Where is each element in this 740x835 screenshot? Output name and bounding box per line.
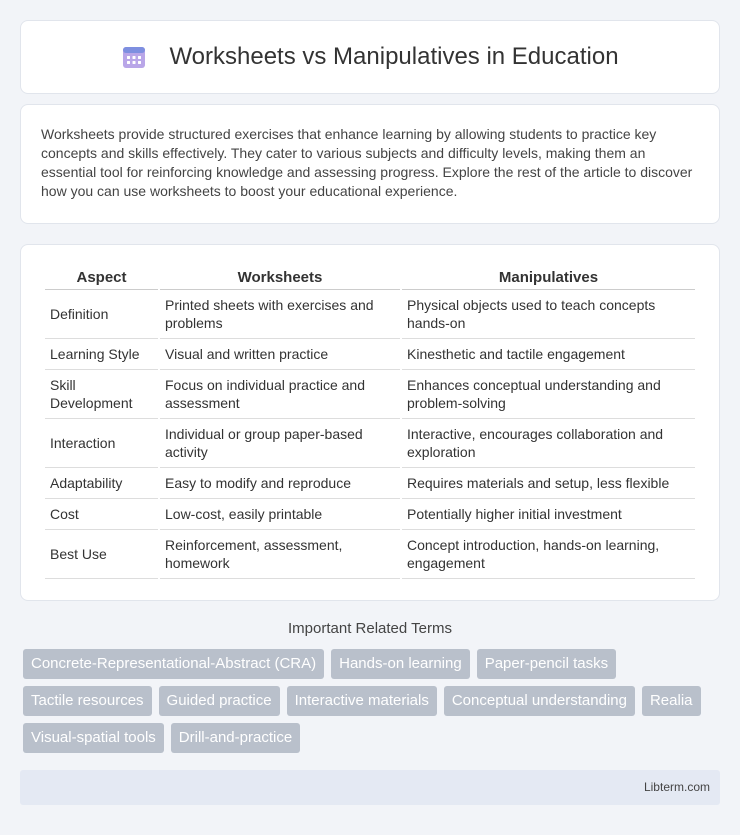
table-cell: Skill Development	[45, 370, 158, 419]
related-term-tag[interactable]: Drill-and-practice	[171, 723, 300, 753]
table-cell: Physical objects used to teach concepts hands-on	[402, 290, 695, 339]
column-header-worksheets: Worksheets	[160, 265, 400, 290]
table-row	[45, 499, 695, 530]
table-cell: Printed sheets with exercises and problems	[160, 290, 400, 339]
table-cell: Focus on individual practice and assessment	[160, 370, 400, 419]
related-terms-section	[20, 620, 720, 753]
related-term-tag[interactable]: Paper-pencil tasks	[477, 649, 616, 679]
table-row	[45, 419, 695, 468]
footer	[20, 770, 720, 805]
calendar-grid-icon	[121, 44, 147, 70]
table-row	[45, 468, 695, 499]
related-term-tag[interactable]: Realia	[642, 686, 701, 716]
related-term-tag[interactable]: Hands-on learning	[331, 649, 470, 679]
table-cell: Requires materials and setup, less flexible	[402, 468, 695, 499]
intro-text: Worksheets provide structured exercises that enhance learning by allowing students to practice key concepts and skills effectively. They cater to various subjects and difficulty levels, making them an essential tool for reinforcing knowledge and assessing progress. Explore the rest of the article to discover how you can use worksheets to boost your educational experience.	[41, 126, 693, 199]
comparison-table-card	[20, 244, 720, 601]
comparison-table	[43, 265, 697, 579]
page-title: Worksheets vs Manipulatives in Education	[169, 43, 619, 70]
table-cell: Kinesthetic and tactile engagement	[402, 339, 695, 370]
table-cell: Concept introduction, hands-on learning, engagement	[402, 530, 695, 579]
intro-card	[20, 104, 720, 224]
table-row	[45, 290, 695, 339]
table-cell: Best Use	[45, 530, 158, 579]
column-header-manipulatives: Manipulatives	[402, 265, 695, 290]
related-term-tag[interactable]: Tactile resources	[23, 686, 152, 716]
related-term-tag[interactable]: Visual-spatial tools	[23, 723, 164, 753]
table-cell: Adaptability	[45, 468, 158, 499]
related-term-tag[interactable]: Guided practice	[159, 686, 280, 716]
footer-site-link[interactable]: Libterm.com	[643, 780, 710, 794]
table-cell: Interaction	[45, 419, 158, 468]
table-cell: Individual or group paper-based activity	[160, 419, 400, 468]
table-cell: Interactive, encourages collaboration and exploration	[402, 419, 695, 468]
table-cell: Easy to modify and reproduce	[160, 468, 400, 499]
header-card	[20, 20, 720, 94]
table-row	[45, 530, 695, 579]
related-term-tag[interactable]: Concrete-Representational-Abstract (CRA)	[23, 649, 324, 679]
related-terms-tags	[20, 649, 720, 753]
related-term-tag[interactable]: Conceptual understanding	[444, 686, 635, 716]
table-cell: Potentially higher initial investment	[402, 499, 695, 530]
table-cell: Reinforcement, assessment, homework	[160, 530, 400, 579]
table-header-row	[45, 265, 695, 290]
table-cell: Enhances conceptual understanding and problem-solving	[402, 370, 695, 419]
column-header-aspect: Aspect	[45, 265, 158, 290]
table-cell: Learning Style	[45, 339, 158, 370]
related-terms-title: Important Related Terms	[288, 620, 452, 637]
table-row	[45, 339, 695, 370]
table-row	[45, 370, 695, 419]
table-cell: Definition	[45, 290, 158, 339]
related-term-tag[interactable]: Interactive materials	[287, 686, 437, 716]
table-cell: Cost	[45, 499, 158, 530]
table-cell: Visual and written practice	[160, 339, 400, 370]
table-cell: Low-cost, easily printable	[160, 499, 400, 530]
